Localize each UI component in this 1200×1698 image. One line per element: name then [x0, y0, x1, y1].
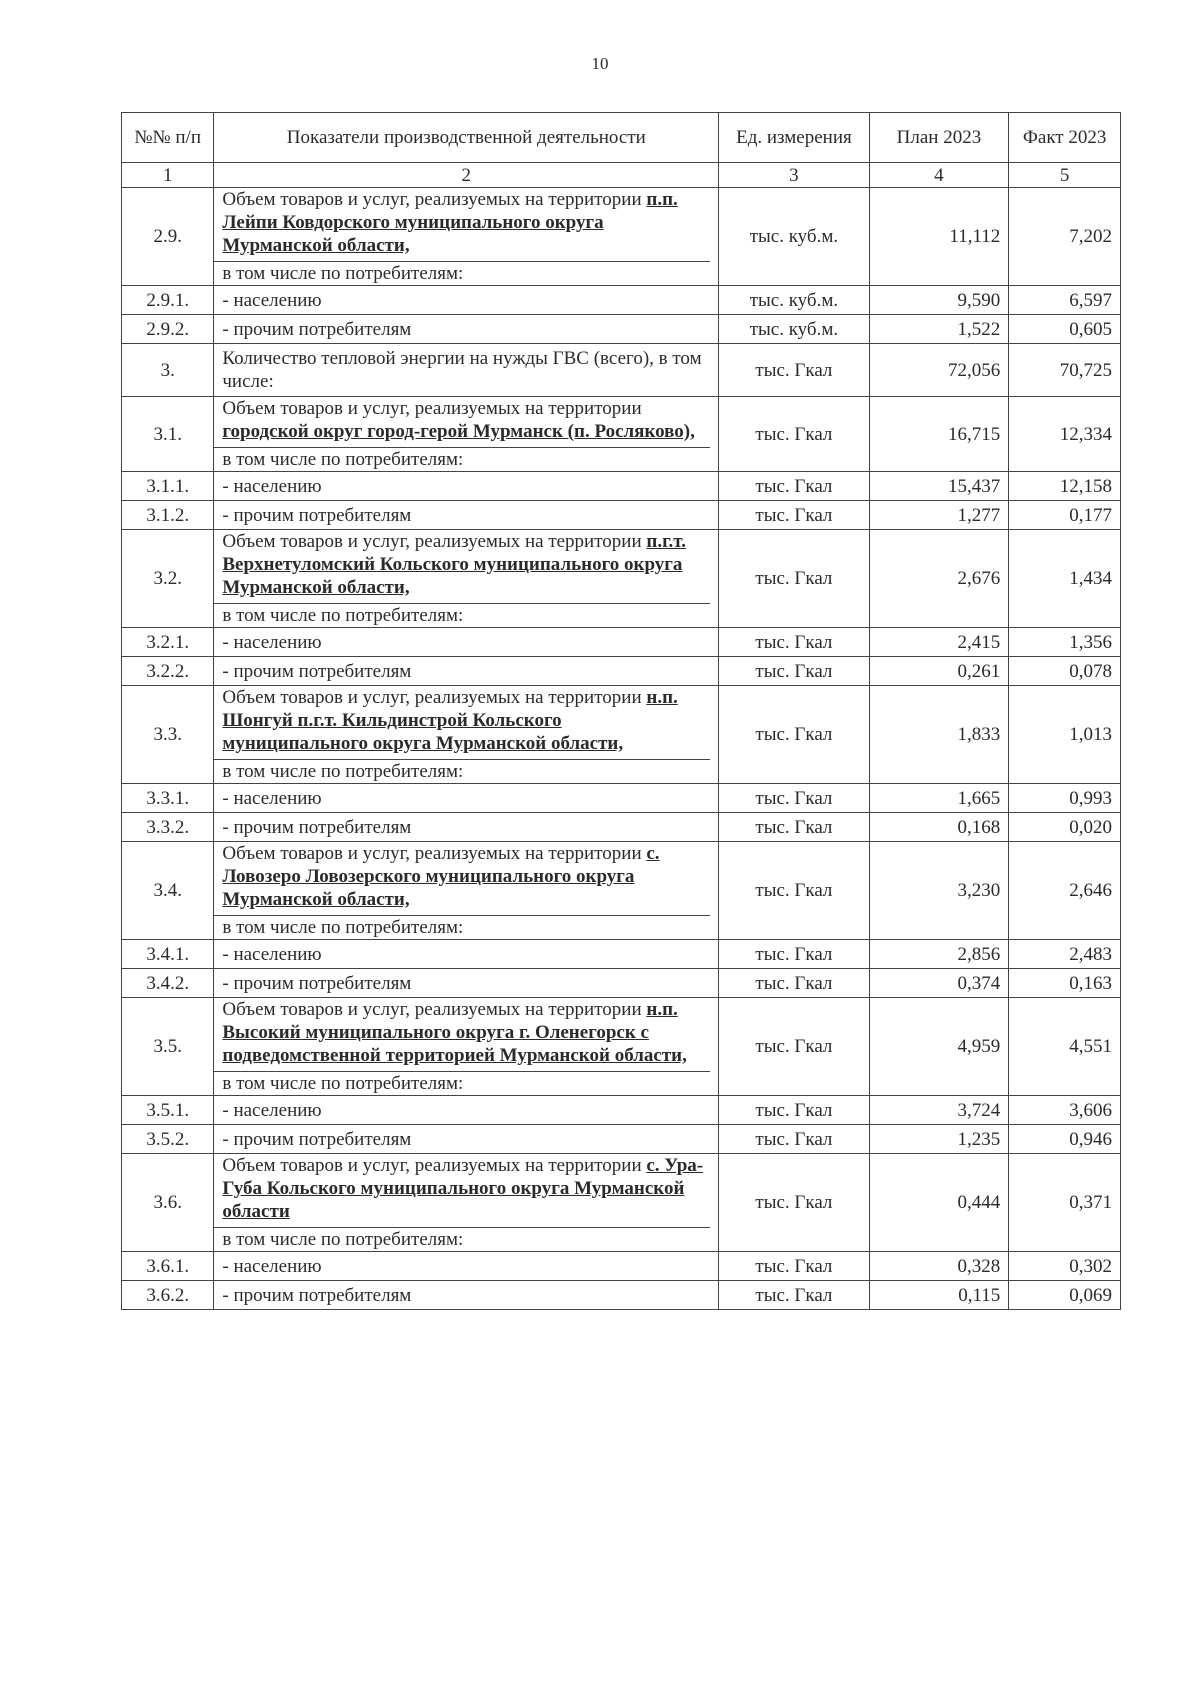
- indicator-cell: [214, 501, 719, 530]
- indicator-text: - прочим потребителям: [222, 318, 412, 340]
- indicator-text: - населению: [222, 943, 322, 965]
- indicator-prefix: Объем товаров и услуг, реализуемых на территории: [222, 189, 642, 210]
- fact-value: 7,202: [1009, 188, 1121, 286]
- unit-cell: тыс. Гкал: [719, 530, 869, 628]
- plan-value: 2,676: [869, 530, 1009, 628]
- column-index-row: [122, 163, 1121, 188]
- indicator-cell: [214, 286, 719, 315]
- unit-cell: тыс. Гкал: [719, 472, 869, 501]
- indicator-cell: [214, 1281, 719, 1310]
- unit-cell: тыс. Гкал: [719, 686, 869, 784]
- indicator-cell: [214, 784, 719, 813]
- table-row: [122, 188, 1121, 286]
- unit-cell: тыс. Гкал: [719, 397, 869, 472]
- column-index: 5: [1009, 163, 1121, 188]
- unit-cell: тыс. куб.м.: [719, 188, 869, 286]
- fact-value: 0,993: [1009, 784, 1121, 813]
- table-row: [122, 940, 1121, 969]
- row-number: 3.3.: [122, 686, 214, 784]
- territory-name: с. Ловозеро Ловозерского муниципального округа Мурманской области,: [222, 843, 660, 910]
- indicator-text: - населению: [222, 1099, 322, 1121]
- row-number: 3.5.1.: [122, 1096, 214, 1125]
- indicator-subheading: в том числе по потребителям:: [214, 603, 710, 627]
- row-number: 3.3.1.: [122, 784, 214, 813]
- table-header-row: [122, 113, 1121, 163]
- unit-cell: тыс. Гкал: [719, 940, 869, 969]
- production-indicators-table: [121, 112, 1121, 1310]
- indicator-text: - прочим потребителям: [222, 660, 412, 682]
- fact-value: 6,597: [1009, 286, 1121, 315]
- indicator-subheading: в том числе по потребителям:: [214, 759, 710, 783]
- table-row: [122, 969, 1121, 998]
- table-row: [122, 1281, 1121, 1310]
- column-index: 4: [869, 163, 1009, 188]
- indicator-cell: [214, 1252, 719, 1281]
- territory-name: п.г.т. Верхнетуломский Кольского муниципального округа Мурманской области,: [222, 531, 686, 598]
- table-row: [122, 628, 1121, 657]
- row-number: 3.5.2.: [122, 1125, 214, 1154]
- indicator-cell: [214, 940, 719, 969]
- indicator-cell: [214, 188, 719, 286]
- plan-value: 0,168: [869, 813, 1009, 842]
- indicator-cell: [214, 344, 719, 397]
- plan-value: 4,959: [869, 998, 1009, 1096]
- indicator-prefix: Объем товаров и услуг, реализуемых на территории: [222, 687, 642, 708]
- plan-value: 1,277: [869, 501, 1009, 530]
- indicator-cell: [214, 657, 719, 686]
- plan-value: 0,115: [869, 1281, 1009, 1310]
- fact-value: 0,163: [1009, 969, 1121, 998]
- plan-value: 1,522: [869, 315, 1009, 344]
- unit-cell: тыс. Гкал: [719, 842, 869, 940]
- territory-name: н.п. Высокий муниципального округа г. Оленегорск с подведомственной территорией Мурманской области,: [222, 999, 687, 1066]
- row-number: 3.1.2.: [122, 501, 214, 530]
- indicator-text: - населению: [222, 631, 322, 653]
- indicator-subheading: в том числе по потребителям:: [214, 1227, 710, 1251]
- unit-cell: тыс. Гкал: [719, 344, 869, 397]
- table-row: [122, 501, 1121, 530]
- unit-cell: тыс. куб.м.: [719, 315, 869, 344]
- indicator-cell: [214, 969, 719, 998]
- table-body: [122, 188, 1121, 1310]
- indicator-text: - прочим потребителям: [222, 1284, 412, 1306]
- indicator-subheading: в том числе по потребителям:: [214, 261, 710, 285]
- unit-cell: тыс. Гкал: [719, 784, 869, 813]
- territory-name: н.п. Шонгуй п.г.т. Кильдинстрой Кольского муниципального округа Мурманской области,: [222, 687, 678, 754]
- table-row: [122, 1252, 1121, 1281]
- plan-value: 2,415: [869, 628, 1009, 657]
- fact-value: 0,020: [1009, 813, 1121, 842]
- plan-value: 9,590: [869, 286, 1009, 315]
- table-row: [122, 784, 1121, 813]
- fact-value: 0,371: [1009, 1154, 1121, 1252]
- unit-cell: тыс. Гкал: [719, 813, 869, 842]
- indicator-cell: [214, 813, 719, 842]
- header-num: №№ п/п: [122, 113, 214, 163]
- row-number: 3.4.2.: [122, 969, 214, 998]
- indicator-text: Количество тепловой энергии на нужды ГВС (всего), в том числе:: [222, 348, 702, 392]
- unit-cell: тыс. Гкал: [719, 628, 869, 657]
- plan-value: 11,112: [869, 188, 1009, 286]
- row-number: 3.1.1.: [122, 472, 214, 501]
- row-number: 3.1.: [122, 397, 214, 472]
- table-row: [122, 1125, 1121, 1154]
- unit-cell: тыс. Гкал: [719, 1096, 869, 1125]
- fact-value: 1,356: [1009, 628, 1121, 657]
- plan-value: 0,374: [869, 969, 1009, 998]
- row-number: 2.9.2.: [122, 315, 214, 344]
- row-number: 3.3.2.: [122, 813, 214, 842]
- indicator-cell: [214, 472, 719, 501]
- indicator-cell: [214, 1096, 719, 1125]
- indicator-cell: [214, 530, 719, 628]
- table-row: [122, 842, 1121, 940]
- indicator-prefix: Объем товаров и услуг, реализуемых на территории: [222, 999, 642, 1020]
- plan-value: 3,724: [869, 1096, 1009, 1125]
- plan-value: 1,665: [869, 784, 1009, 813]
- unit-cell: тыс. Гкал: [719, 1154, 869, 1252]
- unit-cell: тыс. Гкал: [719, 1281, 869, 1310]
- fact-value: 1,434: [1009, 530, 1121, 628]
- header-fact: Факт 2023: [1009, 113, 1121, 163]
- table-row: [122, 1096, 1121, 1125]
- indicator-cell: [214, 1154, 719, 1252]
- plan-value: 0,328: [869, 1252, 1009, 1281]
- plan-value: 0,261: [869, 657, 1009, 686]
- unit-cell: тыс. Гкал: [719, 998, 869, 1096]
- column-index: 2: [214, 163, 719, 188]
- fact-value: 4,551: [1009, 998, 1121, 1096]
- header-unit: Ед. измерения: [719, 113, 869, 163]
- fact-value: 2,483: [1009, 940, 1121, 969]
- row-number: 3.4.: [122, 842, 214, 940]
- fact-value: 70,725: [1009, 344, 1121, 397]
- fact-value: 1,013: [1009, 686, 1121, 784]
- indicator-prefix: Объем товаров и услуг, реализуемых на территории: [222, 1155, 642, 1176]
- row-number: 3.6.1.: [122, 1252, 214, 1281]
- table-row: [122, 657, 1121, 686]
- indicator-text: - прочим потребителям: [222, 504, 412, 526]
- table-row: [122, 472, 1121, 501]
- plan-value: 72,056: [869, 344, 1009, 397]
- indicator-cell: [214, 842, 719, 940]
- table-row: [122, 315, 1121, 344]
- territory-name: п.п. Лейпи Ковдорского муниципального округа Мурманской области,: [222, 189, 678, 256]
- indicator-prefix: Объем товаров и услуг, реализуемых на территории: [222, 843, 642, 864]
- indicator-subheading: в том числе по потребителям:: [214, 915, 710, 939]
- row-number: 2.9.1.: [122, 286, 214, 315]
- indicator-text: - населению: [222, 787, 322, 809]
- indicator-subheading: в том числе по потребителям:: [214, 447, 710, 471]
- table-row: [122, 286, 1121, 315]
- table-row: [122, 344, 1121, 397]
- header-plan: План 2023: [869, 113, 1009, 163]
- unit-cell: тыс. Гкал: [719, 1125, 869, 1154]
- row-number: 3.6.2.: [122, 1281, 214, 1310]
- indicator-cell: [214, 998, 719, 1096]
- row-number: 3.4.1.: [122, 940, 214, 969]
- table-row: [122, 686, 1121, 784]
- row-number: 3.2.: [122, 530, 214, 628]
- plan-value: 2,856: [869, 940, 1009, 969]
- table-row: [122, 530, 1121, 628]
- indicator-text: - прочим потребителям: [222, 1128, 412, 1150]
- territory-name: с. Ура-Губа Кольского муниципального округа Мурманской области: [222, 1155, 704, 1222]
- indicator-prefix: Объем товаров и услуг, реализуемых на территории: [222, 531, 642, 552]
- header-indicator: Показатели производственной деятельности: [214, 113, 719, 163]
- row-number: 2.9.: [122, 188, 214, 286]
- row-number: 3.2.2.: [122, 657, 214, 686]
- column-index: 3: [719, 163, 869, 188]
- fact-value: 3,606: [1009, 1096, 1121, 1125]
- fact-value: 0,177: [1009, 501, 1121, 530]
- indicator-prefix: Объем товаров и услуг, реализуемых на территории: [222, 398, 642, 419]
- plan-value: 1,833: [869, 686, 1009, 784]
- unit-cell: тыс. Гкал: [719, 1252, 869, 1281]
- unit-cell: тыс. Гкал: [719, 969, 869, 998]
- row-number: 3.: [122, 344, 214, 397]
- table-row: [122, 813, 1121, 842]
- indicator-cell: [214, 1125, 719, 1154]
- plan-value: 0,444: [869, 1154, 1009, 1252]
- row-number: 3.5.: [122, 998, 214, 1096]
- fact-value: 0,078: [1009, 657, 1121, 686]
- fact-value: 0,069: [1009, 1281, 1121, 1310]
- fact-value: 0,605: [1009, 315, 1121, 344]
- fact-value: 12,334: [1009, 397, 1121, 472]
- plan-value: 16,715: [869, 397, 1009, 472]
- table-row: [122, 998, 1121, 1096]
- territory-name: городской округ город-герой Мурманск (п. Росляково),: [222, 421, 695, 442]
- row-number: 3.2.1.: [122, 628, 214, 657]
- indicator-text: - прочим потребителям: [222, 816, 412, 838]
- table-row: [122, 397, 1121, 472]
- unit-cell: тыс. Гкал: [719, 657, 869, 686]
- unit-cell: тыс. Гкал: [719, 501, 869, 530]
- indicator-text: - населению: [222, 475, 322, 497]
- indicator-cell: [214, 315, 719, 344]
- indicator-cell: [214, 397, 719, 472]
- indicator-text: - населению: [222, 289, 322, 311]
- indicator-text: - населению: [222, 1255, 322, 1277]
- column-index: 1: [122, 163, 214, 188]
- fact-value: 0,946: [1009, 1125, 1121, 1154]
- indicator-cell: [214, 686, 719, 784]
- row-number: 3.6.: [122, 1154, 214, 1252]
- indicator-cell: [214, 628, 719, 657]
- fact-value: 12,158: [1009, 472, 1121, 501]
- fact-value: 0,302: [1009, 1252, 1121, 1281]
- plan-value: 15,437: [869, 472, 1009, 501]
- indicator-text: - прочим потребителям: [222, 972, 412, 994]
- fact-value: 2,646: [1009, 842, 1121, 940]
- page-number: 10: [591, 54, 609, 73]
- plan-value: 1,235: [869, 1125, 1009, 1154]
- indicator-subheading: в том числе по потребителям:: [214, 1071, 710, 1095]
- table-row: [122, 1154, 1121, 1252]
- unit-cell: тыс. куб.м.: [719, 286, 869, 315]
- plan-value: 3,230: [869, 842, 1009, 940]
